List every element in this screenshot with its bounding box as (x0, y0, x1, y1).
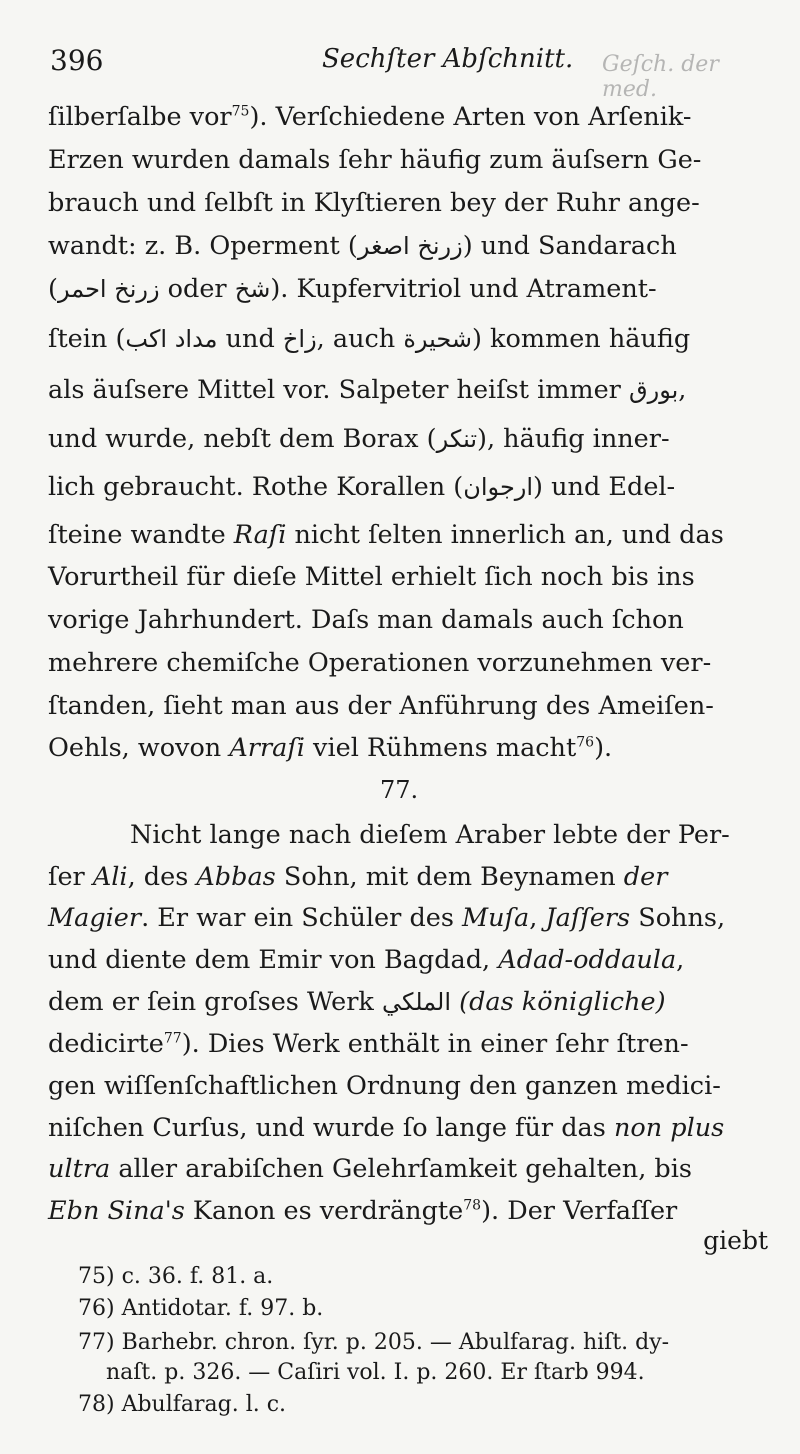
page-header (42, 34, 770, 102)
arabic-term: زاخ (282, 325, 317, 353)
text-line: dem er ſein groſses Werk الملكي (das königliche) (48, 987, 666, 1017)
text-line: Erzen wurden damals ſehr häufig zum äuſsern Ge- (48, 145, 702, 175)
footnote: 78) Abulfarag. l. c. (78, 1392, 287, 1417)
arabic-term: شخ (234, 275, 271, 303)
footnote: naſt. p. 326. — Caſiri vol. I. p. 260. Er ſtarb 994. (106, 1360, 645, 1385)
text-line: ultra aller arabiſchen Gelehrſamkeit gehalten, bis (48, 1154, 692, 1184)
text-line: ſteine wandte Raſi nicht ſelten innerlich an, und das (48, 520, 724, 550)
catchword: giebt (703, 1226, 768, 1255)
bleed-through-text: Geſch. der med. (602, 52, 719, 102)
text-line: Magier. Er war ein Schüler des Muſa, Jaſſers Sohns, (48, 903, 726, 933)
arabic-term: ارجوان (463, 473, 534, 501)
text-line: als äuſsere Mittel vor. Salpeter heiſst immer بورق, (48, 375, 687, 405)
text-line: Nicht lange nach dieſem Araber lebte der Per- (130, 820, 730, 850)
arabic-term: الملكي (381, 988, 452, 1016)
text-line: gen wiſſenſchaftlichen Ordnung den ganzen medici- (48, 1071, 721, 1101)
arabic-term: بورق (628, 376, 679, 404)
text-line: und diente dem Emir von Bagdad, Adad-oddaula, (48, 945, 685, 975)
footnote: 77) Barhebr. chron. ſyr. p. 205. — Abulfarag. hiſt. dy- (78, 1330, 670, 1355)
text-line: und wurde, nebſt dem Borax (تنكر), häufig inner- (48, 424, 670, 454)
arabic-term: تنكر (436, 425, 478, 453)
text-line: ſilberſalbe vor$^{75}$). Verſchiedene Arten von Arſenik- (48, 102, 692, 132)
text-line: dedicirte$^{77}$). Dies Werk enthält in einer ſehr ſtren- (48, 1029, 689, 1059)
footnote: 75) c. 36. f. 81. a. (78, 1264, 274, 1289)
arabic-term: مداد اكب (125, 325, 218, 353)
text-line: wandt: z. B. Operment (زرنخ اصغر) und Sandarach (48, 231, 677, 261)
footnote: 76) Antidotar. f. 97. b. (78, 1296, 324, 1321)
text-line: lich gebraucht. Rothe Korallen (ارجوان) und Edel- (48, 472, 676, 502)
text-line: ſer Ali, des Abbas Sohn, mit dem Beynamen der (48, 862, 668, 892)
text-line: ſtein (مداد اكب und زاخ, auch شحيرة) kommen häufig (48, 324, 691, 354)
text-line: ſtanden, ſieht man aus der Anführung des Ameiſen- (48, 691, 714, 721)
arabic-term: شحيرة (403, 325, 472, 353)
text-line: brauch und ſelbſt in Klyſtieren bey der Ruhr ange- (48, 188, 700, 218)
arabic-term: زرنخ اصغر (357, 232, 463, 260)
text-line: vorige Jahrhundert. Daſs man damals auch ſchon (48, 605, 684, 635)
text-line: Ebn Sina's Kanon es verdrängte$^{78}$). Der Verfaſſer (48, 1196, 678, 1226)
text-line: (زرنخ احمر oder شخ). Kupfervitriol und Atrament- (48, 274, 657, 304)
arabic-term: زرنخ احمر (57, 275, 160, 303)
section-number: 77. (380, 776, 419, 804)
text-line: niſchen Curſus, und wurde ſo lange für das non plus (48, 1113, 725, 1143)
text-line: Oehls, wovon Arraſi viel Rühmens macht$^{76}$). (48, 733, 613, 763)
text-line: Vorurtheil für dieſe Mittel erhielt ſich noch bis ins (48, 562, 695, 592)
text-line: mehrere chemiſche Operationen vorzunehmen ver- (48, 648, 712, 678)
page-number: 396 (50, 44, 104, 77)
running-head: Sechſter Abſchnitt. (322, 44, 574, 74)
